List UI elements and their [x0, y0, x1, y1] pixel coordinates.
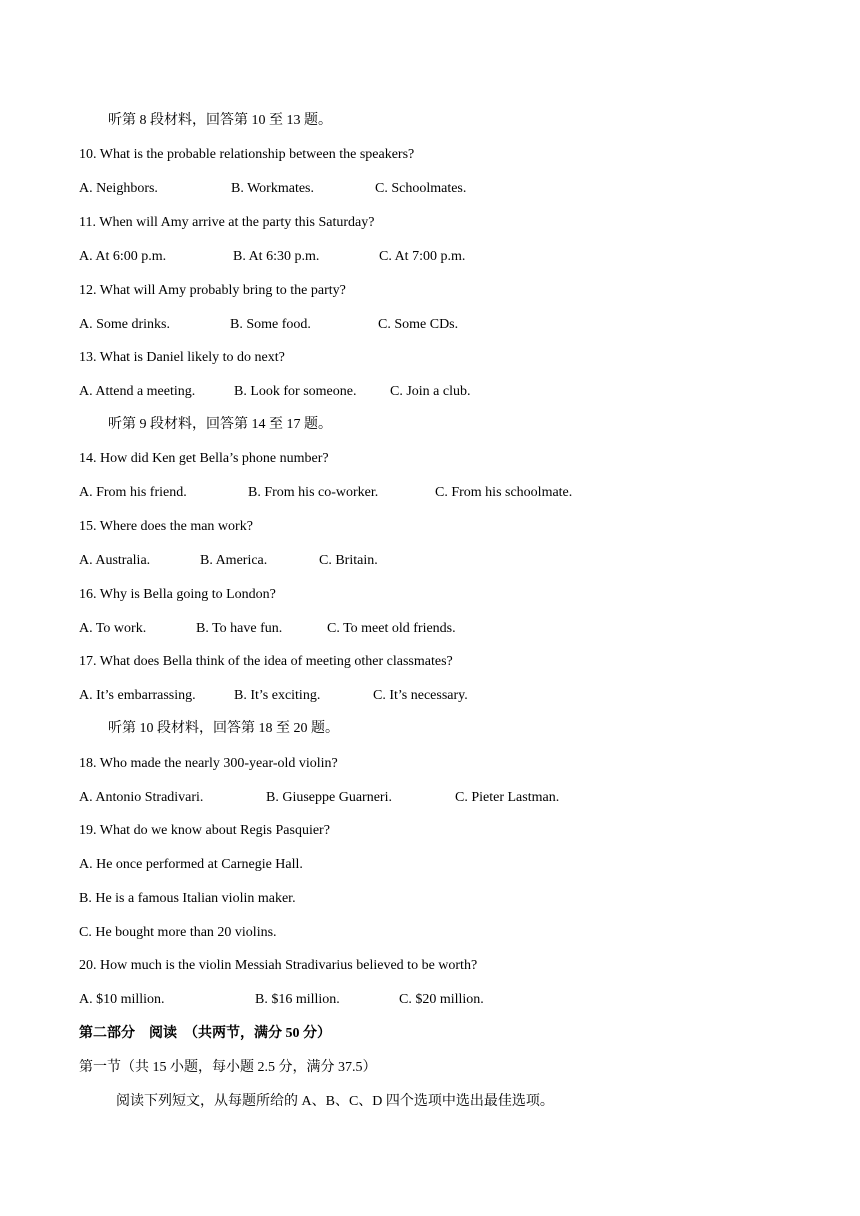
question-19: 19. What do we know about Regis Pasquier?	[79, 823, 330, 838]
option-b: B. At 6:30 p.m.	[233, 249, 320, 264]
option-b: B. $16 million.	[255, 992, 340, 1007]
option-c: C. Pieter Lastman.	[455, 790, 560, 805]
question-14: 14. How did Ken get Bella’s phone number?	[79, 451, 329, 466]
option-a: A. It’s embarrassing.	[79, 688, 196, 703]
option-b: B. From his co-worker.	[248, 485, 379, 500]
option-b: B. It’s exciting.	[234, 688, 321, 703]
question-18-options	[79, 789, 679, 807]
option-a: A. Neighbors.	[79, 181, 158, 196]
option-c: C. Some CDs.	[378, 317, 459, 332]
question-12-options	[79, 316, 579, 334]
option-a: A. To work.	[79, 621, 147, 636]
question-20: 20. How much is the violin Messiah Stradivarius believed to be worth?	[79, 958, 478, 973]
option-b: B. Giuseppe Guarneri.	[266, 790, 392, 805]
option-c: C. Britain.	[319, 553, 378, 568]
option-c: C. Schoolmates.	[375, 181, 467, 196]
question-13-options	[79, 383, 579, 401]
question-19-option-c: C. He bought more than 20 violins.	[79, 925, 277, 940]
question-19-option-a: A. He once performed at Carnegie Hall.	[79, 857, 303, 872]
option-c: C. $20 million.	[399, 992, 484, 1007]
part10-instruction: 听第 10 段材料，回答第 18 至 20 题。	[108, 721, 339, 736]
option-b: B. Look for someone.	[234, 384, 357, 399]
part9-instruction: 听第 9 段材料，回答第 14 至 17 题。	[108, 417, 332, 432]
question-15: 15. Where does the man work?	[79, 519, 253, 534]
question-15-options	[79, 552, 579, 570]
option-b: B. Workmates.	[231, 181, 314, 196]
question-17-options	[79, 687, 579, 705]
question-11-options	[79, 248, 579, 266]
question-20-options	[79, 991, 579, 1009]
part8-instruction: 听第 8 段材料，回答第 10 至 13 题。	[108, 113, 332, 128]
option-c: C. At 7:00 p.m.	[379, 249, 466, 264]
section1-heading: 第一节（共 15 小题，每小题 2.5 分，满分 37.5）	[79, 1060, 377, 1075]
option-a: A. Some drinks.	[79, 317, 170, 332]
option-a: A. Antonio Stradivari.	[79, 790, 204, 805]
question-19-option-b: B. He is a famous Italian violin maker.	[79, 891, 296, 906]
option-c: C. It’s necessary.	[373, 688, 468, 703]
option-b: B. To have fun.	[196, 621, 283, 636]
question-10-options	[79, 180, 579, 198]
question-18: 18. Who made the nearly 300-year-old violin?	[79, 756, 338, 771]
option-a: A. $10 million.	[79, 992, 165, 1007]
part2-heading: 第二部分 阅读 （共两节，满分 50 分）	[79, 1026, 331, 1041]
option-c: C. To meet old friends.	[327, 621, 456, 636]
option-a: A. From his friend.	[79, 485, 187, 500]
question-17: 17. What does Bella think of the idea of meeting other classmates?	[79, 654, 453, 669]
question-11: 11. When will Amy arrive at the party this Saturday?	[79, 215, 375, 230]
option-b: B. Some food.	[230, 317, 311, 332]
question-13: 13. What is Daniel likely to do next?	[79, 350, 285, 365]
question-10: 10. What is the probable relationship between the speakers?	[79, 147, 415, 162]
option-a: A. Australia.	[79, 553, 151, 568]
option-a: A. At 6:00 p.m.	[79, 249, 167, 264]
question-16: 16. Why is Bella going to London?	[79, 587, 276, 602]
option-c: C. Join a club.	[390, 384, 471, 399]
question-14-options	[79, 484, 679, 502]
option-c: C. From his schoolmate.	[435, 485, 573, 500]
option-a: A. Attend a meeting.	[79, 384, 196, 399]
option-b: B. America.	[200, 553, 268, 568]
reading-instruction: 阅读下列短文，从每题所给的 A、B、C、D 四个选项中选出最佳选项。	[116, 1094, 554, 1109]
question-16-options	[79, 620, 579, 638]
question-12: 12. What will Amy probably bring to the party?	[79, 283, 346, 298]
